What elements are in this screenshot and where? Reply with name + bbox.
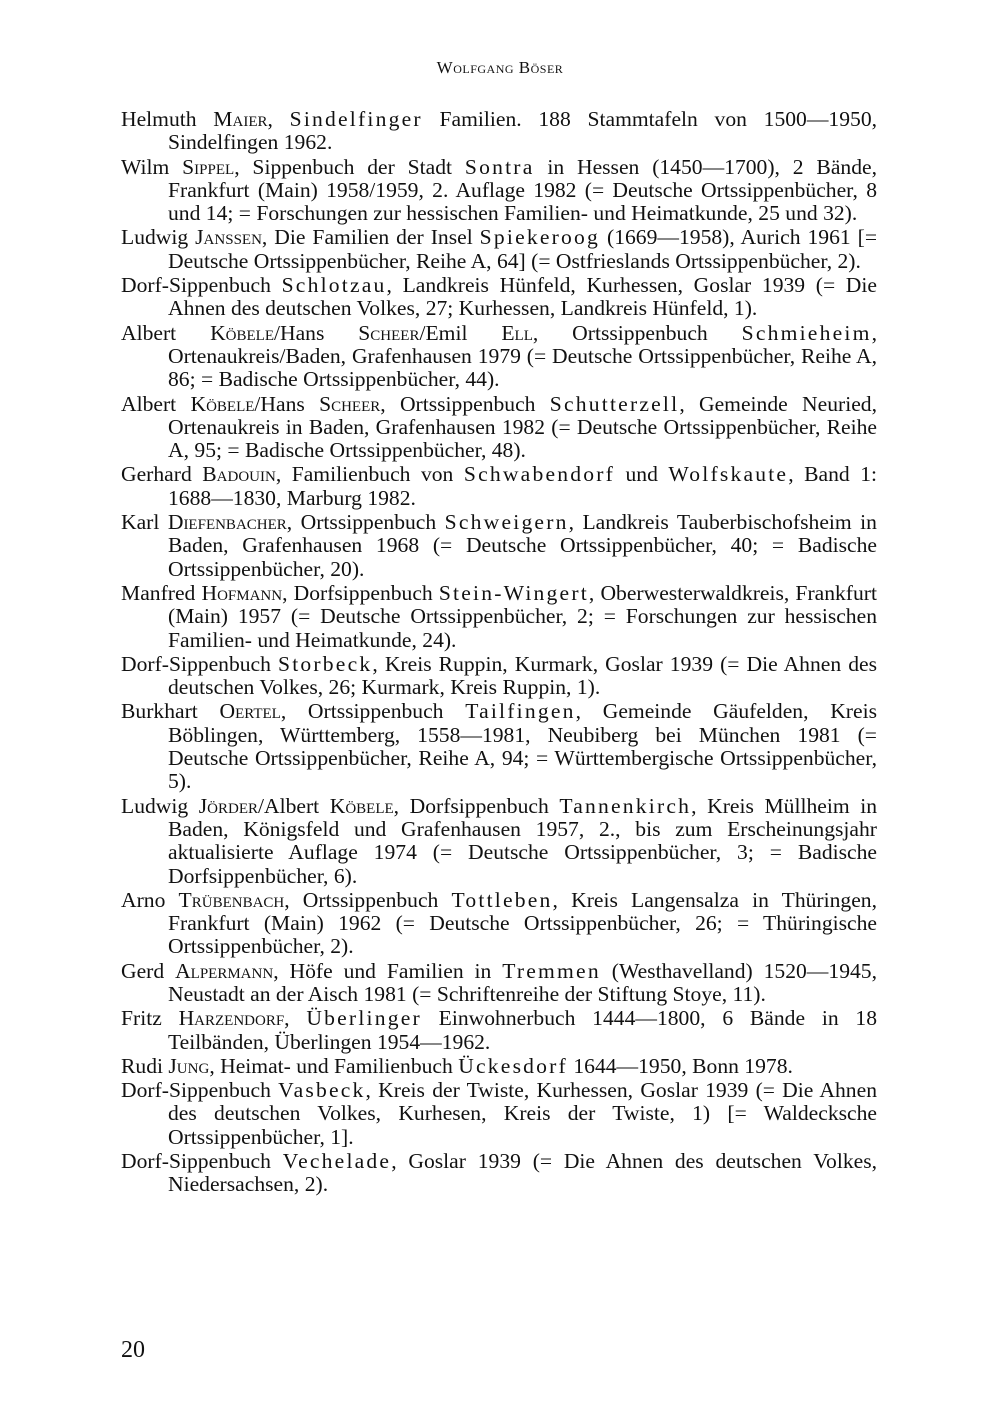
- entry-text: /Albert: [258, 793, 330, 818]
- author-surname: Alpermann: [175, 958, 274, 983]
- entry-text: , Ortssippenbuch: [286, 510, 445, 535]
- bibliography-entry: [121, 393, 877, 463]
- entry-text: Manfred: [121, 580, 202, 605]
- place-name: Sontra: [464, 154, 535, 179]
- entry-text: , Die Familien der Insel: [261, 225, 480, 250]
- entry-text: Burkhart: [121, 699, 220, 724]
- entry-text: /Hans: [274, 320, 359, 345]
- entry-text: (Westhavelland) 1520—1945, Neustadt an der Aisch 1981 (= Schriftenreihe der Stiftung Stoye, 11).: [168, 958, 877, 1006]
- entry-text: Helmuth: [121, 107, 214, 131]
- entry-text: Dorf-Sippenbuch: [121, 651, 278, 676]
- place-name: Storbeck: [278, 651, 373, 676]
- entry-text: , Gemeinde Gäufelden, Kreis Böblingen, Württemberg, 1558—1981, Neubiberg bei München 1981 (= Deutsche Ortssippenbücher, Reihe A, 94; = Württembergische Ortssippenbücher, 5).: [168, 699, 877, 794]
- entry-text: Dorf-Sippenbuch: [121, 1078, 279, 1103]
- entry-text: , Band 1: 1688—1830, Marburg 1982.: [168, 462, 878, 510]
- place-name: Schwabendorf: [463, 462, 615, 487]
- entry-text: 1644—1950, Bonn 1978.: [567, 1053, 793, 1078]
- author-surname: Scheer: [358, 320, 420, 345]
- author-surname: Badouin: [202, 462, 276, 487]
- place-name: Tannenkirch: [559, 793, 692, 818]
- entry-text: Albert: [121, 391, 191, 416]
- place-name: Schmieheim: [741, 320, 872, 345]
- author-surname: Oertel: [219, 699, 281, 724]
- place-name: Spiekeroog: [479, 225, 601, 250]
- entry-text: , Dorfsippenbuch: [393, 793, 560, 818]
- author-surname: Köbele: [190, 391, 255, 416]
- entry-text: Karl: [121, 510, 168, 535]
- entry-text: , Goslar 1939 (= Die Ahnen des deutschen Volkes, Niedersachsen, 2).: [168, 1149, 877, 1197]
- entry-text: ,: [267, 107, 290, 131]
- author-surname: Ell: [501, 320, 533, 345]
- author-surname: Sippel: [182, 154, 235, 179]
- author-surname: Janssen: [195, 225, 262, 250]
- place-name: Tremmen: [502, 958, 601, 983]
- running-header: Wolfgang Böser: [436, 58, 564, 77]
- entry-text: , Ortssippenbuch: [284, 887, 452, 912]
- author-surname: Scheer: [319, 391, 381, 416]
- author-surname: Jörder: [198, 793, 258, 818]
- author-surname: Maier: [213, 107, 268, 131]
- entry-text: Gerd: [121, 958, 176, 983]
- entry-text: , Familienbuch von: [275, 462, 464, 487]
- author-surname: Hofmann: [201, 580, 283, 605]
- entry-text: , Landkreis Hünfeld, Kurhessen, Goslar 1939 (= Die Ahnen des deutschen Volkes, 27; Kurhessen, Landkreis Hünfeld, 1).: [168, 273, 877, 321]
- entry-text: , Ortssippenbuch: [280, 699, 466, 724]
- entry-text: Rudi: [121, 1053, 169, 1078]
- author-surname: Trübenbach: [178, 887, 285, 912]
- place-name: Schweigern: [444, 510, 569, 535]
- place-name: Wolfskaute: [668, 462, 789, 487]
- bibliography-entry: [121, 700, 877, 793]
- place-name: Ückesdorf: [458, 1053, 568, 1078]
- entry-text: , Höfe und Familien in: [273, 958, 503, 983]
- entry-text: , Kreis Müllheim in Baden, Königsfeld und Grafenhausen 1957, 2., bis zum Erscheinungsjahr aktualisierte Auflage 1974 (= Deutsche Ortssippenbücher, 3; = Badische Dorfsippenbücher, 6).: [168, 793, 877, 888]
- bibliography-list: [121, 108, 877, 1197]
- place-name: Tottleben: [451, 887, 553, 912]
- bibliography-entry: [121, 511, 877, 581]
- entry-text: , Ortssippenbuch: [380, 391, 550, 416]
- entry-text: und: [615, 462, 669, 487]
- bibliography-entry: [121, 108, 877, 155]
- entry-text: , Gemeinde Neuried, Ortenaukreis in Baden, Grafenhausen 1982 (= Deutsche Ortssippenbücher, Reihe A, 95; = Badische Ortssippenbücher, 48).: [168, 391, 877, 463]
- entry-text: , Kreis Ruppin, Kurmark, Goslar 1939 (= Die Ahnen des deutschen Volkes, 26; Kurmark, Kreis Ruppin, 1).: [168, 651, 877, 700]
- author-surname: Köbele: [210, 320, 274, 345]
- author-surname: Köbele: [329, 793, 394, 818]
- entry-text: Familien. 188 Stammtafeln von 1500—1950, Sindelfingen 1962.: [168, 107, 878, 155]
- entry-text: , Ortenaukreis/Baden, Grafenhausen 1979 (= Deutsche Ortssippenbücher, Reihe A, 86; = Badische Ortssippenbücher, 44).: [168, 320, 877, 392]
- entry-text: Ludwig: [121, 793, 199, 818]
- entry-text: Albert: [121, 320, 211, 345]
- author-surname: Jung: [168, 1053, 210, 1078]
- place-name: Stein-Wingert: [438, 580, 589, 605]
- place-name: Vechelade: [282, 1149, 392, 1174]
- bibliography-entry: [121, 582, 877, 652]
- place-name: Überlinger: [306, 1006, 422, 1031]
- bibliography-entry: [121, 226, 877, 273]
- entry-text: (1669—1958), Aurich 1961 [= Deutsche Ortssippenbücher, Reihe A, 64] (= Ostfrieslands Ortssippenbücher, 2).: [168, 225, 878, 273]
- bibliography-entry: [121, 1055, 877, 1078]
- bibliography-entry: [121, 274, 877, 321]
- entry-text: , Oberwesterwaldkreis, Frankfurt (Main) 1957 (= Deutsche Ortssippenbücher, 2; = Forschungen zur hessischen Familien- und Heimatkunde, 24).: [168, 580, 877, 652]
- entry-text: Ludwig: [121, 225, 196, 250]
- entry-text: Arno: [121, 887, 179, 912]
- bibliography-entry: [121, 653, 877, 700]
- entry-text: , Dorfsippenbuch: [282, 580, 439, 605]
- entry-text: , Kreis Langensalza in Thüringen, Frankfurt (Main) 1962 (= Deutsche Ortssippenbücher, 26; = Thüringische Ortssippenbücher, 2).: [168, 887, 877, 959]
- entry-text: Wilm: [121, 154, 183, 179]
- place-name: Schlotzau: [281, 273, 387, 298]
- bibliography-entry: [121, 960, 877, 1007]
- entry-text: , Sippenbuch der Stadt: [234, 154, 465, 179]
- entry-text: , Kreis der Twiste, Kurhessen, Goslar 1939 (= Die Ahnen des deutschen Volkes, Kurhesen, Kreis der Twiste, 1) [= Waldecksche Ortssippenbücher, 1].: [168, 1078, 877, 1149]
- bibliography-entry: [121, 1079, 877, 1149]
- bibliography-entry: [121, 463, 877, 510]
- bibliography-entry: [121, 889, 877, 959]
- entry-text: , Ortssippenbuch: [532, 320, 742, 345]
- bibliography-entry: [121, 1150, 877, 1197]
- bibliography-entry: [121, 322, 877, 392]
- place-name: Vasbeck: [278, 1078, 366, 1103]
- place-name: Sindelfinger: [289, 107, 423, 131]
- entry-text: Dorf-Sippenbuch: [121, 273, 282, 298]
- entry-text: in Hessen (1450—1700), 2 Bände, Frankfurt (Main) 1958/1959, 2. Auflage 1982 (= Deutsche Ortssippenbücher, 8 und 14; = Forschungen zur hessischen Familien- und Heimatkunde, 25 und 32).: [168, 154, 877, 226]
- entry-text: Gerhard: [121, 462, 203, 487]
- page-number: 20: [121, 1337, 145, 1363]
- entry-text: /Hans: [254, 391, 320, 416]
- author-surname: Harzendorf: [178, 1006, 285, 1031]
- entry-text: /Emil: [419, 320, 502, 345]
- entry-text: , Heimat- und Familienbuch: [209, 1053, 459, 1078]
- bibliography-entry: [121, 1007, 877, 1054]
- entry-text: , Landkreis Tauberbischofsheim in Baden, Grafenhausen 1968 (= Deutsche Ortssippenbücher, 40; = Badische Ortssippenbücher, 20).: [168, 510, 877, 581]
- entry-text: Fritz: [121, 1006, 179, 1031]
- entry-text: ,: [284, 1006, 307, 1031]
- entry-text: Einwohnerbuch 1444—1800, 6 Bände in 18 Teilbänden, Überlingen 1954—1962.: [168, 1006, 877, 1054]
- bibliography-entry: [121, 156, 877, 226]
- bibliography-entry: [121, 795, 877, 888]
- entry-text: Dorf-Sippenbuch: [121, 1149, 283, 1174]
- place-name: Schutterzell: [549, 391, 680, 416]
- author-surname: Diefenbacher: [167, 510, 287, 535]
- place-name: Tailfingen: [465, 699, 576, 724]
